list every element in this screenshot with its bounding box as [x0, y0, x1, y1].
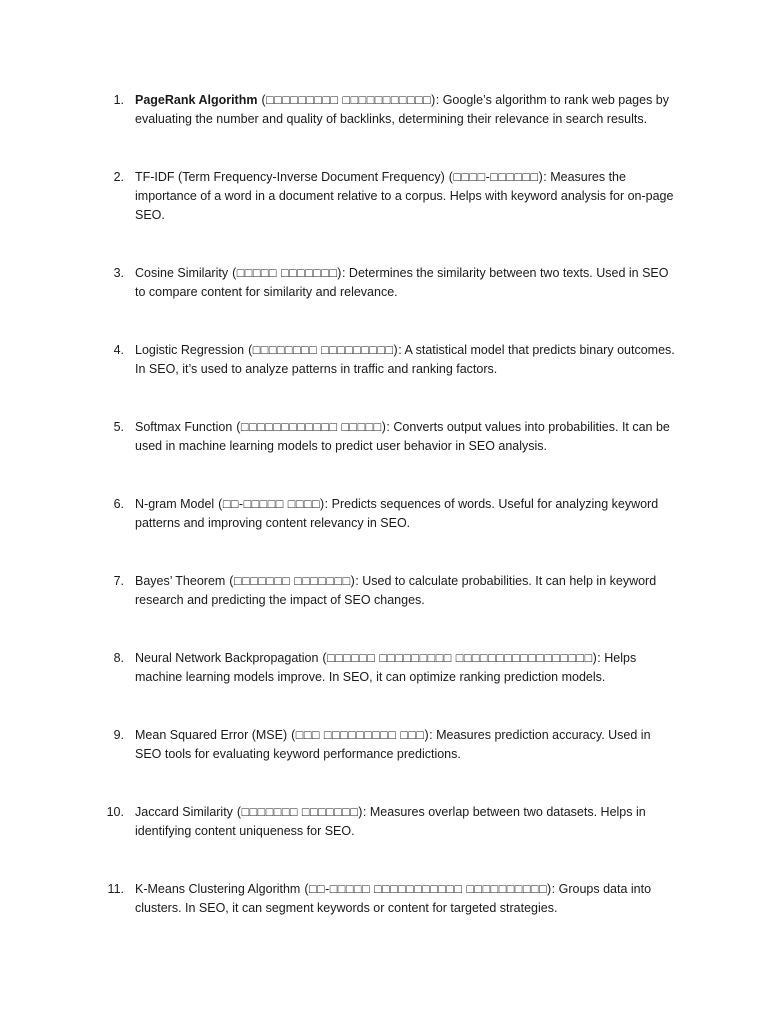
item-translation: (□□□□□□ □□□□□□□□□ □□□□□□□□□□□□□□□□□): [318, 651, 598, 665]
item-translation: (□□□□□□□ □□□□□□□): [232, 805, 363, 819]
algorithm-list: [0, 91, 768, 957]
list-item: [0, 495, 768, 533]
item-number: 10.: [106, 805, 124, 819]
item-description: : Measures prediction accuracy. Used in SEO tools for evaluating keyword performance predictions.: [135, 728, 651, 761]
item-term: TF-IDF (Term Frequency-Inverse Document Frequency): [135, 170, 445, 184]
item-description: : A statistical model that predicts binary outcomes. In SEO, it’s used to analyze patterns in traffic and ranking factors.: [135, 343, 675, 376]
item-term: PageRank Algorithm: [135, 93, 258, 107]
item-number: 4.: [113, 343, 124, 357]
list-item: [0, 91, 768, 129]
list-item: [0, 418, 768, 456]
item-number: 6.: [113, 497, 124, 511]
item-number: 2.: [113, 170, 124, 184]
item-description: : Groups data into clusters. In SEO, it can segment keywords or content for targeted strategies.: [135, 882, 652, 915]
list-item: [0, 341, 768, 379]
item-description: : Google’s algorithm to rank web pages by evaluating the number and quality of backlinks, determining their relevance in search results.: [135, 93, 669, 126]
item-term: K-Means Clustering Algorithm: [135, 882, 301, 896]
item-description: : Helps machine learning models improve. In SEO, it can optimize ranking prediction models.: [135, 651, 637, 684]
item-description: : Used to calculate probabilities. It can help in keyword research and predicting the impact of SEO changes.: [135, 574, 657, 607]
item-translation: (□□□□□□□□ □□□□□□□□□): [244, 343, 399, 357]
item-translation: (□□□□□□□ □□□□□□□): [225, 574, 356, 588]
item-term: Softmax Function: [135, 420, 233, 434]
item-translation: (□□□□-□□□□□□): [444, 170, 544, 184]
list-item: [0, 168, 768, 225]
item-description: : Measures the importance of a word in a document relative to a corpus. Helps with keyword analysis for on-page SEO.: [135, 170, 674, 222]
item-term: Mean Squared Error (MSE): [135, 728, 288, 742]
item-number: 7.: [113, 574, 124, 588]
item-translation: (□□□□□□□□□ □□□□□□□□□□□): [257, 93, 436, 107]
item-term: Logistic Regression: [135, 343, 245, 357]
item-translation: (□□-□□□□□ □□□□): [214, 497, 325, 511]
item-description: : Measures overlap between two datasets. Helps in identifying content uniqueness for SEO.: [135, 805, 646, 838]
item-translation: (□□□□□□□□□□□□ □□□□□): [232, 420, 387, 434]
item-term: Neural Network Backpropagation: [135, 651, 319, 665]
item-term: Jaccard Similarity: [135, 805, 233, 819]
item-translation: (□□□ □□□□□□□□□ □□□): [287, 728, 430, 742]
item-number: 3.: [113, 266, 124, 280]
item-term: Cosine Similarity: [135, 266, 229, 280]
list-item: [0, 572, 768, 610]
item-description: : Predicts sequences of words. Useful for analyzing keyword patterns and improving content relevancy in SEO.: [135, 497, 659, 530]
list-item: [0, 649, 768, 687]
list-item: [0, 803, 768, 841]
item-description: : Converts output values into probabilities. It can be used in machine learning models to predict user behavior in SEO analysis.: [135, 420, 670, 453]
list-item: [0, 264, 768, 302]
item-term: Bayes’ Theorem: [135, 574, 226, 588]
item-number: 9.: [113, 728, 124, 742]
item-number: 8.: [113, 651, 124, 665]
item-number: 11.: [107, 882, 124, 896]
list-item: [0, 726, 768, 764]
item-translation: (□□-□□□□□ □□□□□□□□□□□ □□□□□□□□□□): [300, 882, 552, 896]
item-description: : Determines the similarity between two texts. Used in SEO to compare content for similarity and relevance.: [135, 266, 669, 299]
item-number: 5.: [113, 420, 124, 434]
item-term: N-gram Model: [135, 497, 215, 511]
list-item: [0, 880, 768, 918]
item-number: 1.: [113, 93, 124, 107]
item-translation: (□□□□□ □□□□□□□): [228, 266, 342, 280]
